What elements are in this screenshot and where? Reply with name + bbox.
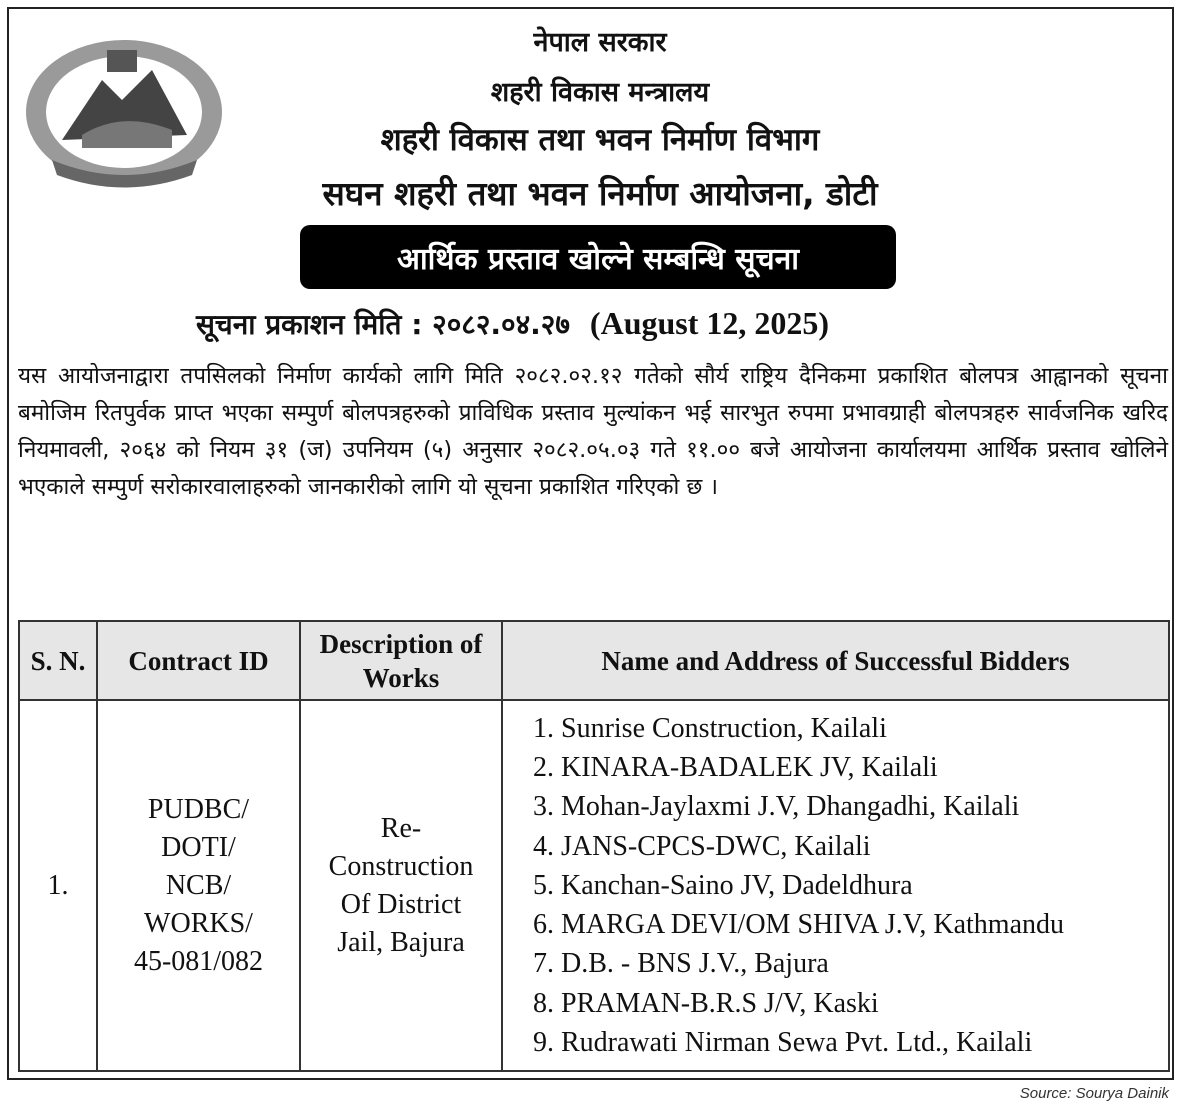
nepal-government-emblem-icon: [22, 30, 227, 190]
cell-description: Re-Construction Of District Jail, Bajura: [300, 700, 502, 1071]
publication-date-label: सूचना प्रकाशन मिति : २०८२.०४.२७: [196, 308, 570, 341]
list-item: 7. D.B. - BNS J.V., Bajura: [533, 948, 829, 980]
table-row: [19, 700, 1169, 1071]
notice-body-text: यस आयोजनाद्वारा तपसिलको निर्माण कार्यको लागि मिति २०८२.०२.१२ गतेको सौर्य राष्ट्रिय दैनिकमा प्रकाशित बोलपत्र आह्वानको सूचना बमोजिम रितपुर्वक प्राप्त भएका सम्पुर्ण बोलपत्रहरुको प्राविधिक प्रस्ताव मुल्यांकन भई सारभुत रुपमा प्रभावग्राही बोलपत्रहरु सार्वजनिक खरिद नियमावली, २०६४ को नियम ३१ (ज) उपनियम (५) अनुसार २०८२.०५.०३ गते ११.०० बजे आयोजना कार्यालयमा आर्थिक प्रस्ताव खोलिने भएकाले सम्पुर्ण सरोकारवालाहरुको जानकारीको लागि यो सूचना प्रकाशित गरिएको छ ।: [18, 363, 1168, 500]
header-project: सघन शहरी तथा भवन निर्माण आयोजना, डोटी: [322, 174, 878, 213]
header-ministry: शहरी विकास मन्त्रालय: [490, 77, 710, 108]
header-contract-id: Contract ID: [97, 621, 300, 700]
header-description: Description of Works: [300, 621, 502, 700]
cell-bidders: [502, 700, 1169, 1071]
list-item: 3. Mohan-Jaylaxmi J.V, Dhangadhi, Kailali: [533, 791, 1020, 823]
table-header-row: [19, 621, 1169, 700]
bidders-list: [533, 709, 1167, 1063]
header-sn: S. N.: [19, 621, 97, 700]
cell-contract-id: PUDBC/ DOTI/ NCB/ WORKS/ 45-081/082: [97, 700, 300, 1071]
list-item: 9. Rudrawati Nirman Sewa Pvt. Ltd., Kailali: [533, 1027, 1033, 1059]
bidders-table: [18, 620, 1170, 1072]
header-government: नेपाल सरकार: [533, 27, 667, 58]
list-item: 8. PRAMAN-B.R.S J/V, Kaski: [533, 987, 879, 1019]
source-credit: Source: Sourya Dainik: [1019, 1085, 1169, 1102]
list-item: 1. Sunrise Construction, Kailali: [533, 712, 887, 744]
publication-date: [196, 305, 829, 343]
publication-date-english: (August 12, 2025): [589, 305, 830, 341]
list-item: 5. Kanchan-Saino JV, Dadeldhura: [533, 869, 913, 901]
list-item: 2. KINARA-BADALEK JV, Kailali: [533, 751, 938, 783]
notice-title-banner: आर्थिक प्रस्ताव खोल्ने सम्बन्धि सूचना: [300, 225, 896, 289]
cell-sn: 1.: [19, 700, 97, 1071]
list-item: 6. MARGA DEVI/OM SHIVA J.V, Kathmandu: [533, 909, 1065, 941]
header-department: शहरी विकास तथा भवन निर्माण विभाग: [380, 122, 820, 158]
list-item: 4. JANS-CPCS-DWC, Kailali: [533, 830, 871, 862]
header-bidders: Name and Address of Successful Bidders: [502, 621, 1169, 700]
